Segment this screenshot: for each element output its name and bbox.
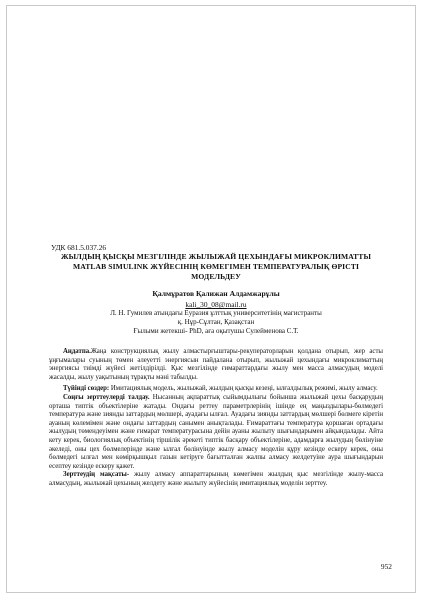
author-name: Қалмұратов Қалижан Алдамжарұлы <box>152 289 280 298</box>
author-affiliation <box>49 309 383 336</box>
keywords-paragraph <box>49 385 383 394</box>
goal-text: жылу алмасу аппараттарының көмегімен жылдың қыс мезгілінде жылу-масса алмасудың, жылыжай цехының желдету және жылыту жүйесінің имитациялық моделін зерттеу. <box>49 471 383 487</box>
keywords-text: Имитациялық модель, жылыжай, жылдың қысқы кезеңі, ылғалдылық режимі, жылу алмасу. <box>109 385 378 393</box>
abstract-label: Аңдатпа. <box>63 348 91 355</box>
document-page <box>6 5 416 593</box>
keywords-label: Түйінді сөздер: <box>63 385 110 393</box>
affiliation-line-3: Ғылыми жетекші- PhD, аға оқытушы Сулейменова С.Т. <box>133 327 299 335</box>
page-number: 952 <box>380 562 392 571</box>
recent-research-label: Соңғы зерттеулерді талдау. <box>63 393 150 401</box>
recent-research-paragraph <box>49 394 383 471</box>
title-line-2: MATLAB SIMULINK ЖҮЙЕСІНІҢ КӨМЕГІМЕН ТЕМПЕРАТУРАЛЫҚ ӨРІСТІ <box>72 262 360 271</box>
title-line-3: МОДЕЛЬДЕУ <box>191 272 241 281</box>
author-email[interactable]: kali_30_08@mail.ru <box>185 300 247 309</box>
goal-paragraph <box>49 471 383 488</box>
affiliation-line-1: Л. Н. Гумилев атындағы Еуразия ұлттық университетінің магистранты <box>110 309 322 317</box>
abstract-text: Жаңа конструкциялық жылу алмастырғыштары-рекуператорларын қолдана отырып, жер асты ұңғымалары суының төмен әлеуетті энергиясын пайдалана отырып, жылыжай цехындағы микроклиматтың энергиясы тиімді жүйесі жетілдірілді. Қыс мезгілінде ғимараттардағы жылу мен масса алмасудың моделі жасалды, жылу уақытының тұрақты мәні табылды. <box>49 348 383 381</box>
recent-research-text: Нысанның ақпараттық сыйымдылығы бойынша жылыжай цехы басқарудың орташа типтік объектілеріне жатады. Ондағы реттеу параметрлерінің ішінде ең маңыздылары-бөлмедегі температура және зиянды заттардың мөлшері, ауадағы ылғал. Ауадағы зиянды заттардың мөлшері бөлмеге кіретін ауаның көлемімен және ондағы заттардың санымен анықталады. Ғимараттағы температура қоршаған ортадағы жылудың төмендеуімен және ғимарат температурасына дейін ауаны жылыту шығындарымен айқындалады. Айта кету керек, биологиялық объектінің тіршілік әрекеті типтік басқару объектілеріне, адамдарға жылудың бөлінуіне әкеледі, оны цех бөлмелерінде және ылғал бөлінуінде жылу алмасу моделін құру кезінде ескеру керек, оны бөлмедегі ылғал мен көмірқышқыл газын кетіруге бағытталған жалпы алмасу желдетуіне аура шығындарын есептеу кезінде ескеру қажет. <box>49 393 384 470</box>
paper-title <box>49 252 383 282</box>
title-line-1: ЖЫЛДЫҢ ҚЫСҚЫ МЕЗГІЛІНДЕ ЖЫЛЫЖАЙ ЦЕХЫНДАҒЫ МИКРОКЛИМАТТЫ <box>60 252 372 261</box>
affiliation-line-2: қ. Нұр-Сұлтан, Қазақстан <box>177 318 255 326</box>
goal-label: Зерттеудің мақсаты- <box>63 471 130 479</box>
page-content <box>49 243 383 489</box>
abstract-paragraph <box>49 348 383 382</box>
udk-code: УДК 681.5.037.26 <box>51 243 107 252</box>
